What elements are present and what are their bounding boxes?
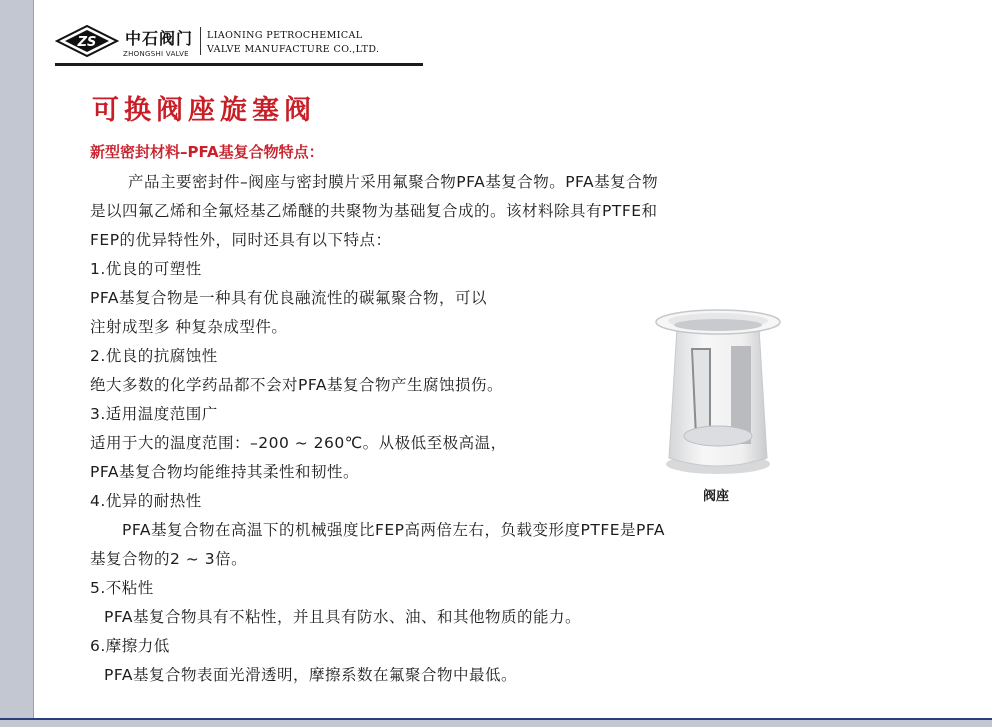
feature-heading-5: 5.不粘性 bbox=[90, 579, 154, 597]
feature-text-2a: 绝大多数的化学药品都不会对PFA基复合物产生腐蚀损伤。 bbox=[90, 376, 503, 394]
header-rule bbox=[55, 63, 423, 66]
logo-text: ZS bbox=[77, 35, 97, 50]
intro-line-2: 是以四氟乙烯和全氟烃基乙烯醚的共聚物为基础复合成的。该材料除具有PTFE和 bbox=[90, 202, 658, 220]
section-subtitle: 新型密封材料–PFA基复合物特点： bbox=[90, 143, 324, 161]
feature-heading-4: 4.优异的耐热性 bbox=[90, 492, 202, 510]
header-separator bbox=[200, 27, 201, 55]
feature-text-1b: 注射成型多 种复杂成型件。 bbox=[90, 318, 288, 336]
figure-caption: 阀座 bbox=[703, 489, 730, 504]
feature-text-1a: PFA基复合物是一种具有优良融流性的碳氟聚合物，可以 bbox=[90, 289, 487, 307]
feature-text-3a: 适用于大的温度范围：–200 ~ 260℃。从极低至极高温， bbox=[90, 434, 507, 452]
company-line-2: VALVE MANUFACTURE CO.,LTD. bbox=[207, 44, 380, 55]
feature-heading-6: 6.摩擦力低 bbox=[90, 637, 170, 655]
feature-heading-3: 3.适用温度范围广 bbox=[90, 405, 218, 423]
intro-line-3: FEP的优异特性外，同时还具有以下特点： bbox=[90, 231, 392, 249]
company-name bbox=[207, 29, 379, 57]
company-header bbox=[55, 22, 425, 66]
zs-logo-icon bbox=[55, 24, 119, 58]
feature-text-4b: 基复合物的2 ~ 3倍。 bbox=[90, 550, 248, 568]
feature-text-4a: PFA基复合物在高温下的机械强度比FEP高两倍左右，负载变形度PTFE是PFA bbox=[122, 521, 665, 539]
feature-text-6a: PFA基复合物表面光滑透明，摩擦系数在氟聚合物中最低。 bbox=[104, 666, 517, 684]
left-border-bar bbox=[0, 0, 33, 727]
intro-line-1: 产品主要密封件–阀座与密封膜片采用氟聚合物PFA基复合物。PFA基复合物 bbox=[128, 173, 659, 191]
left-border-line bbox=[33, 0, 34, 727]
bottom-border-bar bbox=[0, 720, 992, 727]
feature-heading-1: 1.优良的可塑性 bbox=[90, 260, 202, 278]
feature-heading-2: 2.优良的抗腐蚀性 bbox=[90, 347, 218, 365]
brand-name-cn: 中石阀门 bbox=[125, 29, 194, 48]
company-line-1: LIAONING PETROCHEMICAL bbox=[207, 30, 363, 41]
brand-name-en: ZHONGSHI VALVE bbox=[123, 50, 189, 58]
feature-text-5a: PFA基复合物具有不粘性，并且具有防水、油、和其他物质的能力。 bbox=[104, 608, 581, 626]
page-title: 可换阀座旋塞阀 bbox=[92, 95, 316, 126]
valve-seat-image bbox=[655, 306, 785, 478]
feature-text-3b: PFA基复合物均能维持其柔性和韧性。 bbox=[90, 463, 359, 481]
